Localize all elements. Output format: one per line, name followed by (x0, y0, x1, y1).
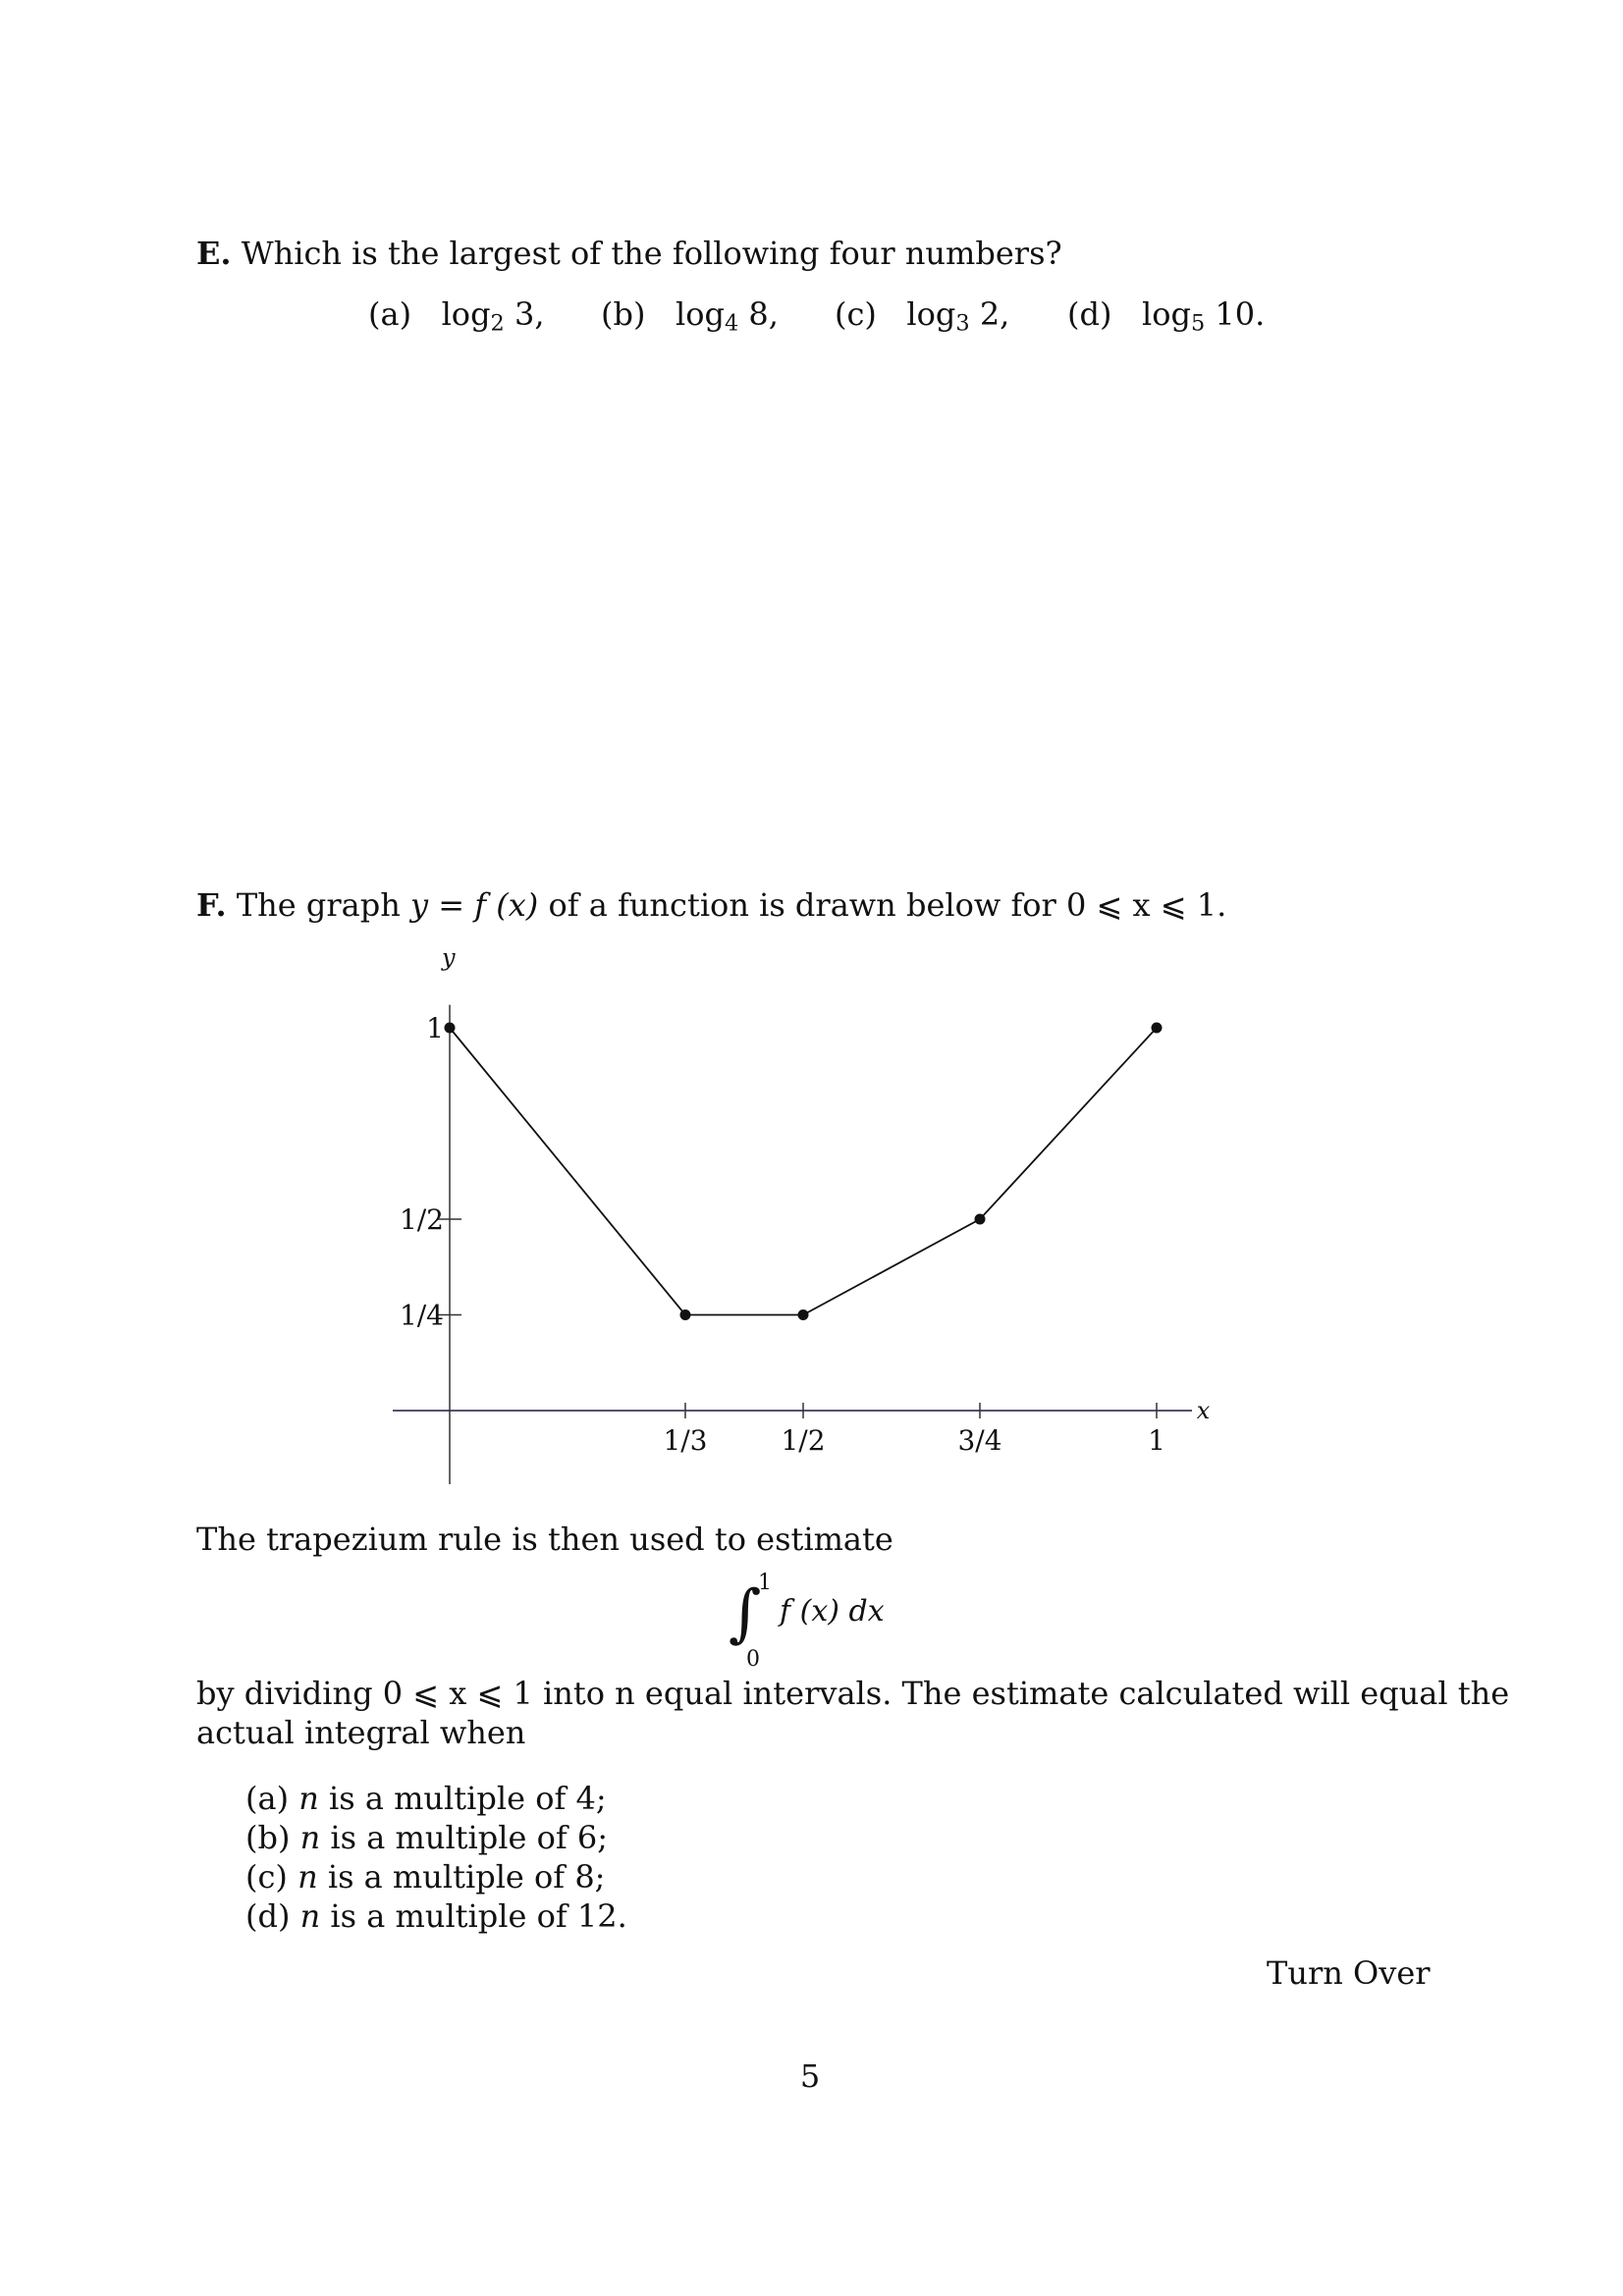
data-point-4 (1152, 1023, 1163, 1034)
dividing-line-2: actual integral when (196, 1714, 526, 1751)
integral-upper-limit: 1 (758, 1571, 772, 1595)
function-graph (373, 942, 1257, 1492)
y-tick-label: 1 (426, 1012, 444, 1044)
log-argument: 2, (979, 295, 1010, 333)
answer-label: (d) (245, 1897, 291, 1935)
y-tick-0 (400, 1300, 461, 1332)
question-f-label: F. (196, 886, 227, 924)
option-e-c (835, 294, 1010, 337)
option-e-a (368, 294, 545, 337)
log-argument: 10. (1215, 295, 1266, 333)
integral-lower-limit: 0 (746, 1647, 760, 1672)
question-f-range: 0 ⩽ x ⩽ 1. (1066, 886, 1227, 924)
option-e-d (1067, 294, 1266, 337)
log-base: 5 (1190, 310, 1206, 337)
page-number: 5 (799, 2057, 821, 2095)
log-argument: 3, (514, 295, 545, 333)
y-tick-label: 1/2 (399, 1203, 444, 1236)
question-e-prompt: Which is the largest of the following four numbers? (241, 235, 1062, 272)
answer-variable: n (298, 1780, 319, 1817)
x-tick-label: 1/3 (663, 1424, 708, 1457)
answer-variable: n (298, 1858, 318, 1896)
answer-label: (a) (245, 1780, 290, 1817)
answer-d (245, 1896, 627, 1936)
function-points (445, 1023, 1163, 1321)
answer-text: is a multiple of 8; (327, 1858, 606, 1896)
x-tick-label: 1 (1148, 1424, 1165, 1457)
turn-over: Turn Over (1267, 1954, 1431, 1992)
integrand: f (x) dx (780, 1594, 885, 1629)
x-tick-label: 1/2 (781, 1424, 826, 1457)
answer-label: (b) (245, 1819, 291, 1856)
question-f-equation: y = f (x) (410, 886, 539, 924)
trapezium-text: The trapezium rule is then used to estimate (196, 1521, 893, 1558)
log-word: log (906, 295, 956, 333)
question-f-intro-before: The graph (236, 886, 401, 924)
answer-c (245, 1857, 605, 1896)
answer-text: is a multiple of 6; (330, 1819, 609, 1856)
question-e-label: E. (196, 235, 232, 272)
y-tick-1 (400, 1203, 461, 1236)
data-point-1 (679, 1309, 690, 1320)
log-base: 3 (955, 310, 970, 337)
option-label: (a) (368, 295, 412, 333)
answer-text: is a multiple of 12. (330, 1897, 627, 1935)
log-word: log (441, 295, 491, 333)
question-f (196, 885, 1226, 925)
data-point-0 (445, 1023, 456, 1034)
answer-b (245, 1818, 608, 1857)
question-e (196, 234, 1062, 273)
log-argument: 8, (748, 295, 779, 333)
log-base: 2 (490, 310, 505, 337)
x-tick-label: 3/4 (957, 1424, 1002, 1457)
y-ticks (400, 1012, 461, 1332)
y-axis-label: y (442, 943, 456, 972)
function-line (450, 1028, 1157, 1315)
x-axis-label: x (1196, 1397, 1211, 1424)
answer-variable: n (299, 1897, 321, 1935)
answer-variable: n (299, 1819, 321, 1856)
option-label: (d) (1067, 295, 1112, 333)
integral-sign: ∫ (729, 1577, 762, 1650)
integral (725, 1571, 941, 1679)
log-word: log (1141, 295, 1191, 333)
answer-text: is a multiple of 4; (329, 1780, 607, 1817)
option-label: (c) (835, 295, 877, 333)
y-tick-2 (426, 1012, 444, 1044)
dividing-line-1: by dividing 0 ⩽ x ⩽ 1 into n equal intervals. The estimate calculated will equal the (196, 1675, 1510, 1712)
option-e-b (601, 294, 779, 337)
question-f-intro-after: of a function is drawn below for (548, 886, 1056, 924)
answer-a (245, 1779, 607, 1818)
y-tick-label: 1/4 (399, 1299, 444, 1332)
option-label: (b) (601, 295, 646, 333)
log-word: log (675, 295, 725, 333)
log-base: 4 (724, 310, 739, 337)
data-point-2 (798, 1309, 809, 1320)
data-point-3 (975, 1214, 986, 1225)
answer-label: (c) (245, 1858, 288, 1896)
